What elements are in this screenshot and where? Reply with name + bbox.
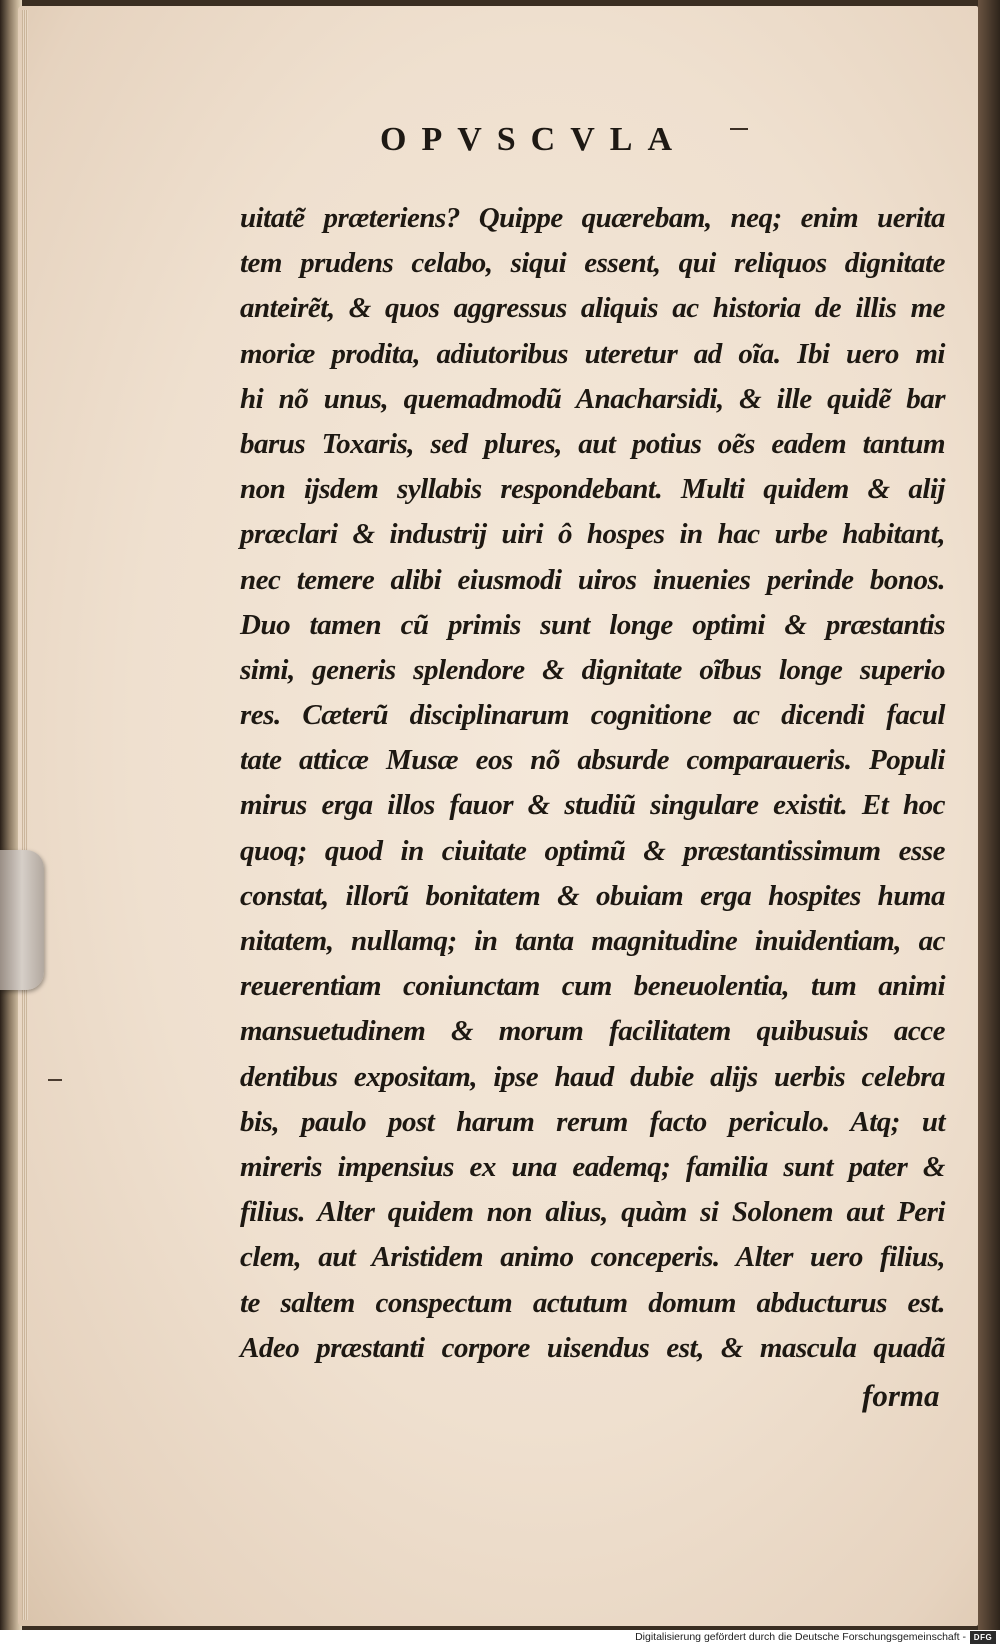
footer-bar	[0, 1630, 1000, 1645]
text-line: hi nõ unus, quemadmodũ Anacharsidi, & ille quidẽ bar	[240, 382, 945, 415]
text-line: tem prudens celabo, siqui essent, qui reliquos dignitate	[240, 247, 945, 280]
text-line: nitatem, nullamq; in tanta magnitudine inuidentiam, ac	[240, 925, 945, 957]
page-clip	[0, 850, 44, 990]
text-line: bis, paulo post harum rerum facto periculo. Atq; ut	[240, 1105, 945, 1138]
text-block	[240, 196, 945, 1371]
text-line: mansuetudinem & morum facilitatem quibusuis acce	[240, 1015, 945, 1048]
text-line: Duo tamen cũ primis sunt longe optimi & præstantis	[240, 608, 945, 641]
text-line: filius. Alter quidem non alius, quàm si Solonem aut Peri	[240, 1196, 945, 1229]
dfg-logo-icon: DFG	[970, 1631, 996, 1644]
text-line: te saltem conspectum actutum domum abducturus est.	[240, 1286, 945, 1319]
text-line: res. Cæterũ disciplinarum cognitione ac dicendi facul	[240, 699, 945, 732]
text-line: Adeo præstanti corpore uisendus est, & mascula quadã	[240, 1331, 945, 1364]
text-line: dentibus expositam, ipse haud dubie alijs uerbis celebra	[240, 1060, 945, 1093]
text-line: nec temere alibi eiusmodi uiros inuenies perinde bonos.	[240, 563, 945, 596]
text-line: præclari & industrij uiri ô hospes in hac urbe habitant,	[240, 518, 945, 551]
text-line: mireris impensius ex una eademq; familia sunt pater &	[240, 1150, 945, 1183]
text-line: mirus erga illos fauor & studiũ singulare existit. Et hoc	[240, 789, 945, 822]
text-line: quoq; quod in ciuitate optimũ & præstantissimum esse	[240, 834, 945, 867]
text-line: uitatẽ præteriens? Quippe quærebam, neq; enim uerita	[240, 202, 945, 234]
text-line: moriæ prodita, adiutoribus uteretur ad oĩa. Ibi uero mi	[240, 337, 945, 370]
text-line: anteirẽt, & quos aggressus aliquis ac historia de illis me	[240, 292, 945, 325]
text-line: reuerentiam coniunctam cum beneuolentia, tum animi	[240, 970, 945, 1003]
text-line: barus Toxaris, sed plures, aut potius oẽs eadem tantum	[240, 427, 945, 460]
book-right-edge	[978, 0, 1000, 1630]
funding-credit: Digitalisierung gefördert durch die Deutsche Forschungsgemeinschaft -	[635, 1631, 966, 1643]
margin-mark	[48, 1079, 62, 1081]
text-line: tate atticæ Musæ eos nõ absurde comparaueris. Populi	[240, 744, 945, 777]
text-line: constat, illorũ bonitatem & obuiam erga hospites huma	[240, 879, 945, 912]
text-line: non ijsdem syllabis respondebant. Multi quidem & alij	[240, 473, 945, 506]
text-line: clem, aut Aristidem animo conceperis. Alter uero filius,	[240, 1241, 945, 1274]
text-line: simi, generis splendore & dignitate oĩbus longe superio	[240, 653, 945, 686]
page-stack-edge	[22, 10, 28, 1620]
catchword: forma	[862, 1378, 940, 1413]
header-rule	[730, 128, 748, 130]
running-head: OPVSCVLA	[380, 121, 688, 158]
